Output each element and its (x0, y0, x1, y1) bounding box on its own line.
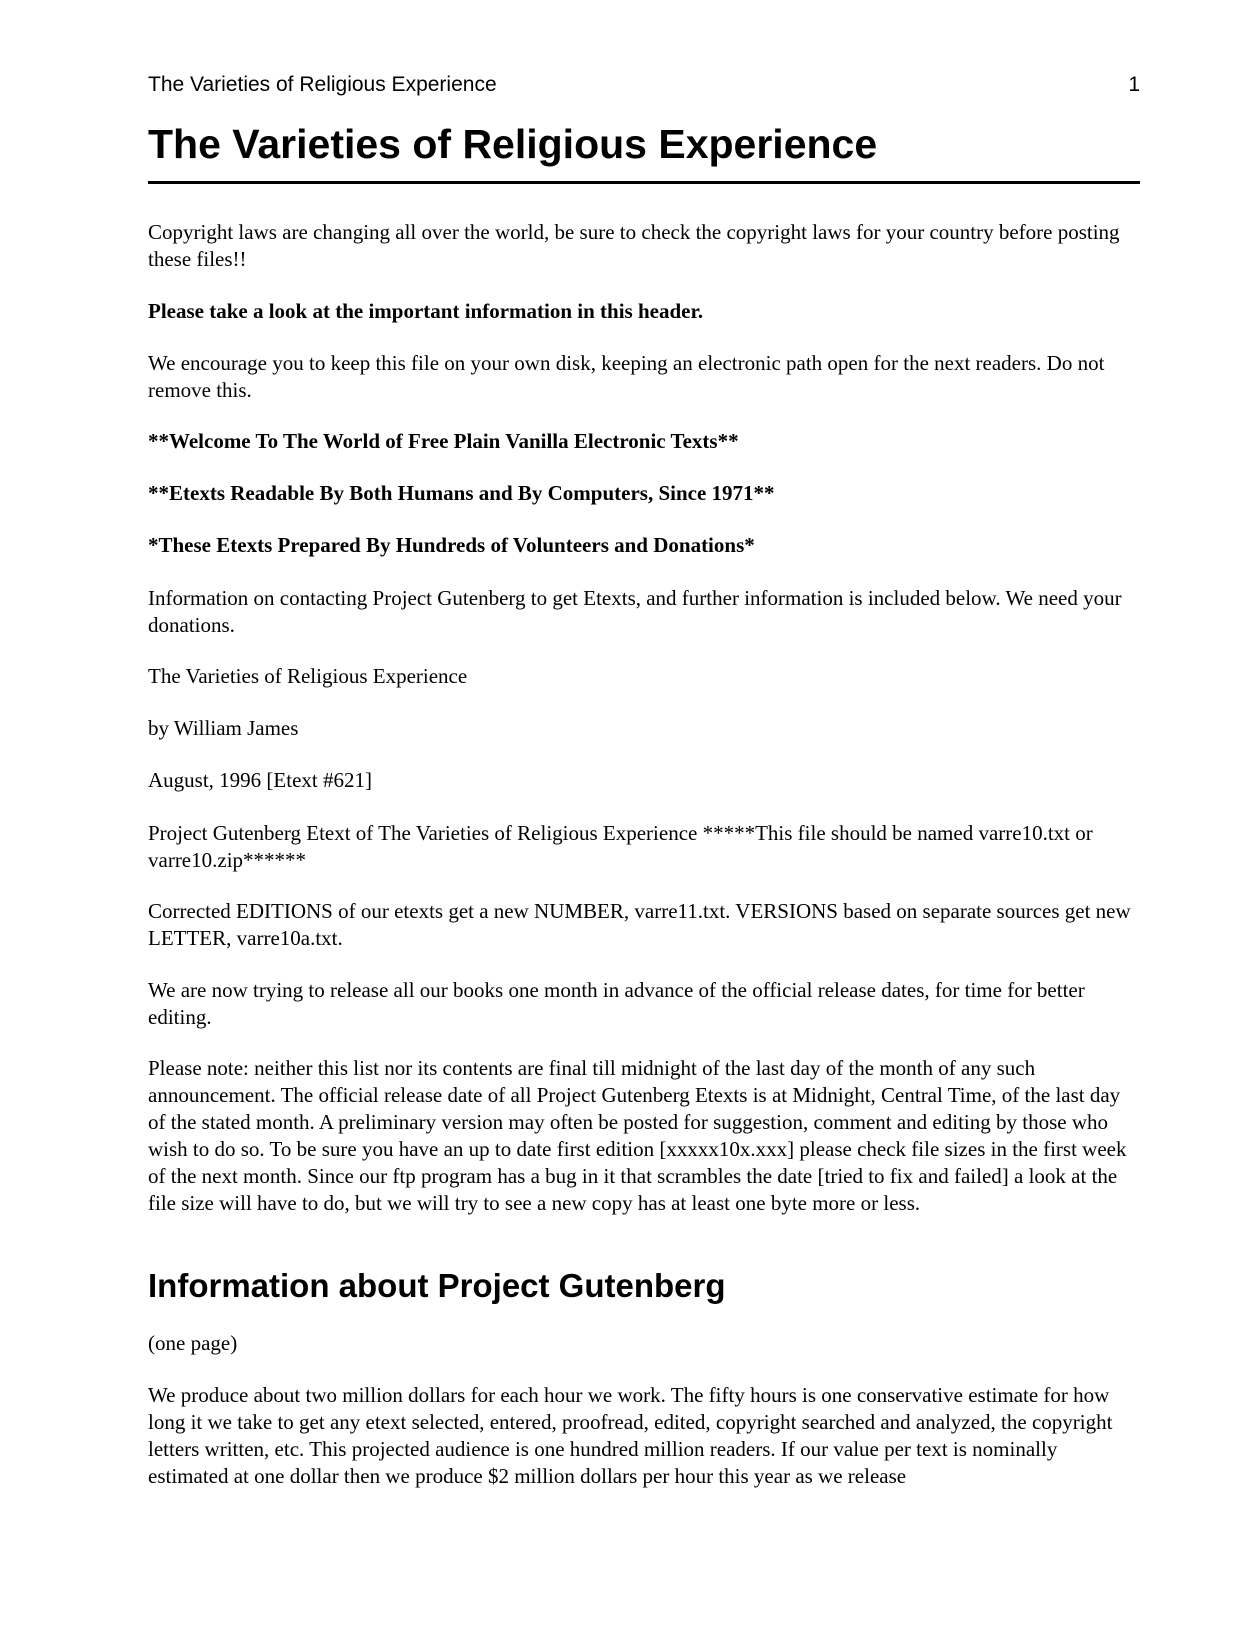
encourage-keep-file-paragraph: We encourage you to keep this file on your own disk, keeping an electronic path open for the next readers. Do not remove this. (148, 351, 1105, 402)
one-page-note: (one page) (148, 1331, 238, 1355)
editions-paragraph: Corrected EDITIONS of our etexts get a new NUMBER, varre11.txt. VERSIONS based on separate sources get new LETTER, varre10a.txt. (148, 899, 1131, 950)
book-title-line: The Varieties of Religious Experience (148, 664, 468, 688)
document-title: The Varieties of Religious Experience (148, 121, 878, 167)
page-number: 1 (1128, 73, 1140, 96)
running-title: The Varieties of Religious Experience (148, 73, 497, 96)
author-line: by William James (148, 716, 299, 740)
readable-banner: **Etexts Readable By Both Humans and By Computers, Since 1971** (148, 481, 775, 505)
release-schedule-paragraph: We are now trying to release all our books one month in advance of the official release dates, for time for better editing. (148, 978, 1085, 1029)
release-note-paragraph: Please note: neither this list nor its contents are final till midnight of the last day of the month of any such announcement. The official release date of all Project Gutenberg Etexts is at Midnight, Central Time, of the last day of the stated month. A preliminary version may often be posted for suggestion, comment and editing by those who wish to do so. To be sure you have an up to date first edition [xxxxx10x.xxx] please check file sizes in the first week of the next month. Since our ftp program has a bug in it that scrambles the date [tried to fix and failed] a look at the file size will have to do, but we will try to see a new copy has at least one byte more or less. (148, 1056, 1127, 1215)
volunteers-banner: *These Etexts Prepared By Hundreds of Volunteers and Donations* (148, 533, 755, 557)
copyright-notice-paragraph: Copyright laws are changing all over the world, be sure to check the copyright laws for your country before posting these files!! (148, 220, 1120, 271)
section-heading: Information about Project Gutenberg (148, 1267, 726, 1304)
value-estimate-paragraph: We produce about two million dollars for each hour we work. The fifty hours is one conservative estimate for how long it we take to get any etext selected, entered, proofread, edited, copyright searched and analyzed, the copyright letters written, etc. This projected audience is one hundred million readers. If our value per text is nominally estimated at one dollar then we produce $2 million dollars per hour this year as we release (148, 1383, 1113, 1488)
title-divider (148, 181, 1140, 184)
header-info-notice: Please take a look at the important information in this header. (148, 299, 704, 323)
file-name-paragraph: Project Gutenberg Etext of The Varieties of Religious Experience *****This file should be named varre10.txt or varre10.zip****** (148, 821, 1093, 872)
date-etext-line: August, 1996 [Etext #621] (148, 768, 372, 792)
welcome-banner: **Welcome To The World of Free Plain Vanilla Electronic Texts** (148, 429, 739, 453)
contact-info-paragraph: Information on contacting Project Gutenberg to get Etexts, and further information is included below. We need your donations. (148, 586, 1122, 637)
